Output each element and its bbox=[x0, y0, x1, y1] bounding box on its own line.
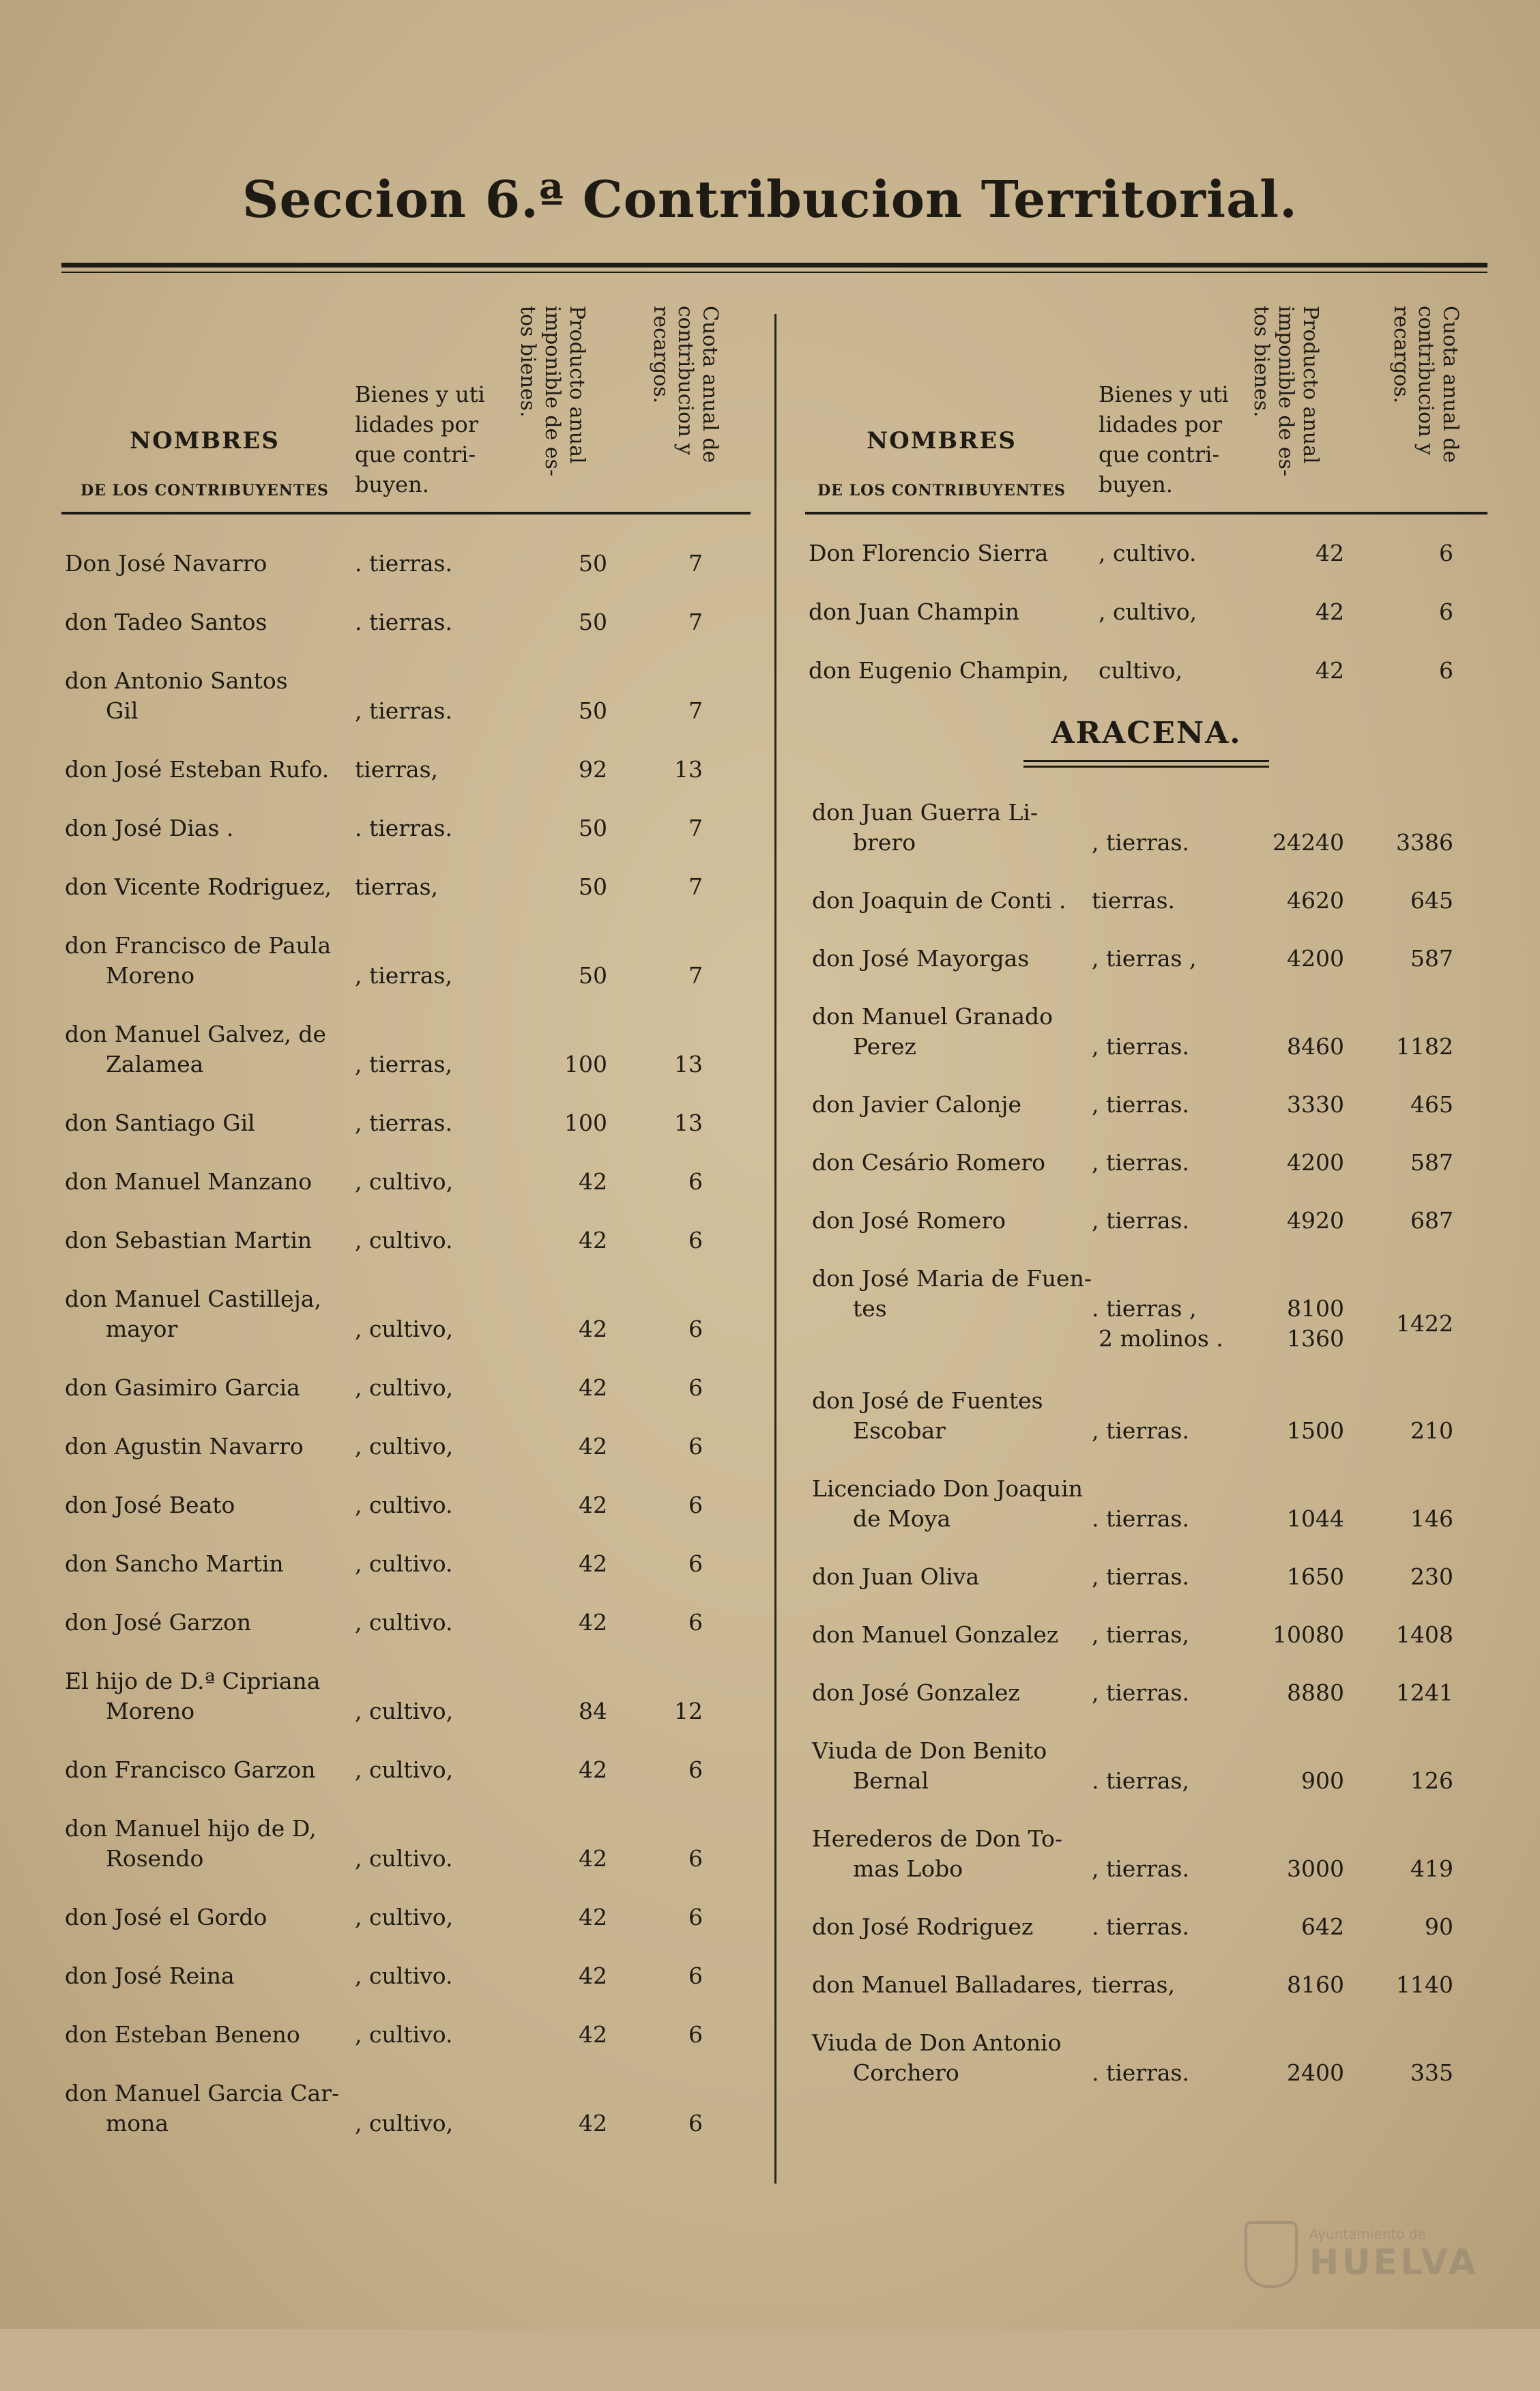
contributor-name: don Agustin Navarro bbox=[65, 1433, 304, 1460]
annual-product-value: 42 bbox=[579, 2110, 607, 2136]
property-type: , cultivo, bbox=[355, 2110, 454, 2136]
contributor-name: don José Dias . bbox=[65, 815, 234, 841]
annual-product-value: 24240 bbox=[1273, 829, 1344, 856]
contributor-name: El hijo de D.ª Cipriana bbox=[65, 1668, 321, 1694]
property-type: , cultivo, bbox=[355, 1756, 454, 1783]
annual-tax-value: 6 bbox=[688, 2110, 703, 2136]
table-row bbox=[805, 1002, 1487, 1062]
annual-product-value: 42 bbox=[579, 1845, 607, 1872]
table-row bbox=[61, 1549, 751, 1579]
annual-tax-value: 6 bbox=[688, 1492, 703, 1518]
property-type: , tierras, bbox=[1092, 1621, 1189, 1648]
property-type: , cultivo, bbox=[355, 1316, 454, 1342]
header-names bbox=[805, 427, 1078, 499]
contributor-name: don Manuel Castilleja, bbox=[65, 1286, 321, 1312]
contributor-name: don Eugenio Champin, bbox=[809, 657, 1069, 684]
table-row bbox=[61, 1608, 751, 1638]
annual-tax-value: 465 bbox=[1410, 1091, 1453, 1118]
property-type: , tierras. bbox=[1092, 1563, 1189, 1590]
table-row bbox=[805, 1474, 1487, 1534]
contributor-name-cont: Corchero bbox=[853, 2059, 959, 2086]
table-row bbox=[61, 1226, 751, 1256]
table-row bbox=[61, 2078, 751, 2139]
property-type: , tierras. bbox=[1092, 1417, 1189, 1444]
contributor-name: don José Reina bbox=[65, 1962, 235, 1989]
table-row bbox=[805, 1562, 1487, 1592]
property-type: , cultivo. bbox=[355, 1609, 453, 1636]
table-row bbox=[61, 1961, 751, 1991]
annual-product-value: 50 bbox=[579, 697, 607, 724]
contributor-name-cont: Bernal bbox=[853, 1767, 929, 1794]
right-table-header bbox=[805, 293, 1487, 515]
annual-tax-value: 335 bbox=[1410, 2059, 1453, 2086]
property-type: , tierras. bbox=[1092, 1679, 1189, 1706]
header-bienes-line: que contri- bbox=[1099, 441, 1220, 467]
annual-product-value: 8100 bbox=[1287, 1295, 1344, 1322]
property-type: , tierras. bbox=[355, 697, 452, 724]
contributor-name: don Juan Oliva bbox=[812, 1563, 980, 1590]
annual-product-value: 8160 bbox=[1287, 1971, 1344, 1998]
table-row bbox=[805, 1620, 1487, 1650]
table-row bbox=[805, 1148, 1487, 1178]
header-cuota: Cuota anual de contribucion y recargos. bbox=[1389, 306, 1462, 463]
annual-product-value: 84 bbox=[579, 1698, 607, 1724]
contributor-name: don Manuel hijo de D, bbox=[65, 1815, 317, 1842]
annual-tax-value: 6 bbox=[1439, 540, 1453, 566]
table-row bbox=[805, 538, 1487, 568]
contributor-name: don Cesário Romero bbox=[812, 1149, 1045, 1176]
header-producto: Producto anual imponible de es- tos bienes. bbox=[1249, 306, 1322, 477]
right-column bbox=[805, 293, 1487, 2391]
annual-tax-value: 3386 bbox=[1396, 829, 1453, 856]
contributor-name: don Esteban Beneno bbox=[65, 2021, 300, 2048]
property-type: . tierras , bbox=[1092, 1295, 1197, 1322]
annual-product-value: 42 bbox=[579, 1492, 607, 1518]
table-row bbox=[805, 1264, 1487, 1352]
header-bienes-line: que contri- bbox=[355, 441, 476, 467]
contributor-name: don José Rodriguez bbox=[812, 1913, 1034, 1940]
annual-tax-value: 587 bbox=[1410, 945, 1453, 972]
annual-product-value: 4200 bbox=[1287, 1149, 1344, 1176]
contributor-name: don Gasimiro Garcia bbox=[65, 1374, 300, 1401]
header-producto: Producto anual imponible de es- tos bienes. bbox=[516, 306, 589, 477]
annual-tax-value: 6 bbox=[688, 1962, 703, 1989]
annual-product-value: 1650 bbox=[1287, 1563, 1344, 1590]
annual-product-value-extra: 1360 bbox=[1287, 1325, 1344, 1352]
table-row bbox=[805, 1206, 1487, 1236]
property-type: . tierras. bbox=[1092, 2059, 1189, 2086]
town-rule bbox=[1023, 760, 1269, 762]
annual-tax-value: 7 bbox=[688, 873, 703, 900]
table-row bbox=[61, 1666, 751, 1726]
town-rule bbox=[1023, 766, 1269, 768]
annual-tax-value: 1408 bbox=[1396, 1621, 1453, 1648]
annual-product-value: 2400 bbox=[1287, 2059, 1344, 2086]
contributor-name-cont: Moreno bbox=[106, 1698, 195, 1724]
watermark-line1: Ayuntamiento de bbox=[1309, 2226, 1426, 2242]
annual-tax-value: 146 bbox=[1410, 1505, 1453, 1532]
property-type: cultivo, bbox=[1099, 657, 1183, 684]
annual-product-value: 42 bbox=[579, 1433, 607, 1460]
contributor-name-cont: Gil bbox=[106, 697, 139, 724]
property-type: , cultivo, bbox=[1099, 598, 1197, 625]
annual-tax-value: 230 bbox=[1410, 1563, 1453, 1590]
annual-tax-value: 6 bbox=[1439, 657, 1453, 684]
annual-tax-value: 1140 bbox=[1396, 1971, 1453, 1998]
annual-tax-value: 6 bbox=[688, 1550, 703, 1577]
annual-product-value: 10080 bbox=[1273, 1621, 1344, 1648]
table-row bbox=[61, 549, 751, 579]
annual-tax-value: 419 bbox=[1410, 1855, 1453, 1882]
annual-product-value: 3000 bbox=[1287, 1855, 1344, 1882]
table-row bbox=[61, 2020, 751, 2050]
annual-tax-value: 1182 bbox=[1396, 1033, 1453, 1060]
town-heading: ARACENA. bbox=[1051, 716, 1242, 751]
annual-tax-value: 7 bbox=[688, 815, 703, 841]
contributor-name-cont: Moreno bbox=[106, 962, 195, 989]
table-row bbox=[805, 597, 1487, 627]
property-type: tierras, bbox=[1092, 1971, 1175, 1998]
contributor-name: don José Gonzalez bbox=[812, 1679, 1020, 1706]
table-row bbox=[805, 1912, 1487, 1942]
table-row bbox=[805, 1678, 1487, 1708]
annual-tax-value: 1241 bbox=[1396, 1679, 1453, 1706]
contributor-name: don Francisco Garzon bbox=[65, 1756, 316, 1783]
right-rows bbox=[805, 515, 1487, 2391]
property-type: , tierras. bbox=[1092, 1855, 1189, 1882]
annual-tax-value: 12 bbox=[674, 1698, 703, 1724]
header-bienes-line: Bienes y uti bbox=[1099, 381, 1229, 407]
contributor-name: don Vicente Rodriguez, bbox=[65, 873, 332, 900]
table-row bbox=[61, 755, 751, 785]
annual-tax-value: 7 bbox=[688, 962, 703, 989]
contributor-name: don José el Gordo bbox=[65, 1904, 267, 1930]
contributor-name: Licenciado Don Joaquin bbox=[812, 1475, 1083, 1502]
seal-icon bbox=[1245, 2221, 1298, 2288]
annual-tax-value: 7 bbox=[688, 550, 703, 577]
contributor-name-cont: mona bbox=[106, 2110, 169, 2136]
table-row bbox=[61, 931, 751, 991]
contributor-name-cont: Perez bbox=[853, 1033, 916, 1060]
annual-tax-value: 13 bbox=[674, 1110, 703, 1136]
table-row bbox=[61, 666, 751, 726]
table-row bbox=[61, 1432, 751, 1462]
table-row bbox=[805, 944, 1487, 974]
table-row bbox=[805, 1970, 1487, 2000]
annual-product-value: 50 bbox=[579, 962, 607, 989]
contributor-name: don Sancho Martin bbox=[65, 1550, 284, 1577]
annual-product-value: 42 bbox=[579, 1316, 607, 1342]
table-row bbox=[61, 1490, 751, 1520]
annual-tax-value: 7 bbox=[688, 697, 703, 724]
header-names-bottom: DE LOS CONTRIBUYENTES bbox=[81, 482, 329, 499]
table-row bbox=[61, 1814, 751, 1874]
contributor-name: don Manuel Manzano bbox=[65, 1168, 313, 1195]
property-type: , cultivo, bbox=[355, 1904, 454, 1930]
property-type: , cultivo, bbox=[355, 1433, 454, 1460]
left-rows bbox=[61, 515, 751, 2391]
property-type-extra: 2 molinos . bbox=[1099, 1325, 1223, 1352]
table-row bbox=[805, 1090, 1487, 1120]
property-type: , cultivo. bbox=[355, 1227, 453, 1254]
contributor-name-cont: mas Lobo bbox=[853, 1855, 963, 1882]
header-bienes bbox=[1099, 379, 1229, 499]
annual-tax-value: 6 bbox=[688, 1904, 703, 1930]
table-row bbox=[805, 798, 1487, 858]
header-bienes-line: lidades por bbox=[1099, 411, 1223, 437]
table-row bbox=[805, 886, 1487, 916]
contributor-name: don Joaquin de Conti . bbox=[812, 887, 1066, 914]
property-type: . tierras. bbox=[1092, 1505, 1189, 1532]
header-names bbox=[61, 427, 348, 499]
property-type: . tierras, bbox=[1092, 1767, 1189, 1794]
annual-product-value: 42 bbox=[579, 1550, 607, 1577]
table-row bbox=[805, 1736, 1487, 1796]
property-type: , cultivo, bbox=[355, 1374, 454, 1401]
annual-product-value: 42 bbox=[579, 1756, 607, 1783]
property-type: , cultivo, bbox=[355, 1698, 454, 1724]
property-type: , tierras. bbox=[1092, 1033, 1189, 1060]
annual-tax-value: 90 bbox=[1425, 1913, 1453, 1940]
property-type: . tierras. bbox=[355, 550, 452, 577]
contributor-name: don José Garzon bbox=[65, 1609, 252, 1636]
contributor-name: don Sebastian Martin bbox=[65, 1227, 313, 1254]
annual-tax-value: 6 bbox=[688, 1316, 703, 1342]
annual-product-value: 42 bbox=[1316, 540, 1344, 566]
table-row bbox=[61, 1755, 751, 1785]
contributor-name: don José Romero bbox=[812, 1207, 1006, 1234]
annual-tax-value: 6 bbox=[688, 1845, 703, 1872]
annual-tax-value: 6 bbox=[1439, 598, 1453, 625]
annual-product-value: 42 bbox=[579, 1374, 607, 1401]
table-row bbox=[61, 1373, 751, 1403]
property-type: tierras, bbox=[355, 873, 438, 900]
table-row bbox=[61, 1108, 751, 1138]
property-type: , tierras. bbox=[1092, 829, 1189, 856]
property-type: , cultivo. bbox=[355, 1962, 453, 1989]
contributor-name: don José Esteban Rufo. bbox=[65, 756, 330, 783]
contributor-name: Herederos de Don To- bbox=[812, 1825, 1063, 1852]
annual-product-value: 92 bbox=[579, 756, 607, 783]
table-row bbox=[61, 1284, 751, 1344]
contributor-name-cont: Escobar bbox=[853, 1417, 946, 1444]
annual-product-value: 42 bbox=[1316, 657, 1344, 684]
annual-tax-value: 687 bbox=[1410, 1207, 1453, 1234]
annual-tax-value: 1422 bbox=[1396, 1310, 1453, 1337]
annual-product-value: 4620 bbox=[1287, 887, 1344, 914]
annual-tax-value: 6 bbox=[688, 1168, 703, 1195]
property-type: , cultivo. bbox=[1099, 540, 1197, 566]
table-row bbox=[61, 872, 751, 902]
page-title: Seccion 6.ª Contribucion Territorial. bbox=[242, 171, 1298, 229]
contributor-name: Viuda de Don Benito bbox=[812, 1737, 1047, 1764]
annual-tax-value: 6 bbox=[688, 1609, 703, 1636]
annual-product-value: 100 bbox=[564, 1051, 607, 1077]
contributor-name: Viuda de Don Antonio bbox=[812, 2029, 1062, 2056]
column-divider bbox=[774, 314, 776, 2184]
annual-product-value: 1500 bbox=[1287, 1417, 1344, 1444]
table-row bbox=[61, 607, 751, 637]
table-row bbox=[805, 2028, 1487, 2088]
contributor-name: don Manuel Granado bbox=[812, 1003, 1054, 1030]
contributor-name: don José Beato bbox=[65, 1492, 235, 1518]
table-row bbox=[805, 656, 1487, 686]
header-names-top: NOMBRES bbox=[867, 427, 1017, 454]
contributor-name: don Manuel Balladares, bbox=[812, 1971, 1084, 1998]
annual-product-value: 50 bbox=[579, 815, 607, 841]
contributor-name: don Manuel Gonzalez bbox=[812, 1621, 1059, 1648]
property-type: , tierras, bbox=[355, 1051, 452, 1077]
contributor-name-cont: Zalamea bbox=[106, 1051, 204, 1077]
annual-product-value: 50 bbox=[579, 873, 607, 900]
left-table-header bbox=[61, 293, 751, 515]
property-type: . tierras. bbox=[1092, 1913, 1189, 1940]
watermark-line2: HUELVA bbox=[1309, 2242, 1479, 2283]
contributor-name: don Antonio Santos bbox=[65, 667, 288, 694]
contributor-name-cont: brero bbox=[853, 829, 916, 856]
contributor-name: don Manuel Garcia Car- bbox=[65, 2080, 340, 2106]
annual-product-value: 42 bbox=[579, 1227, 607, 1254]
top-rule-thin bbox=[61, 272, 1487, 273]
contributor-name-cont: tes bbox=[853, 1295, 887, 1322]
annual-tax-value: 6 bbox=[688, 1227, 703, 1254]
property-type: . tierras. bbox=[355, 609, 452, 635]
table-row bbox=[61, 813, 751, 843]
annual-product-value: 42 bbox=[1316, 598, 1344, 625]
annual-product-value: 42 bbox=[579, 1168, 607, 1195]
annual-product-value: 42 bbox=[579, 1904, 607, 1930]
contributor-name: don José Maria de Fuen- bbox=[812, 1265, 1092, 1292]
annual-tax-value: 126 bbox=[1410, 1767, 1453, 1794]
header-bienes-line: buyen. bbox=[355, 472, 429, 497]
contributor-name: don Manuel Galvez, de bbox=[65, 1021, 327, 1047]
annual-product-value: 4200 bbox=[1287, 945, 1344, 972]
contributor-name: Don José Navarro bbox=[65, 550, 267, 577]
property-type: , cultivo. bbox=[355, 1550, 453, 1577]
annual-tax-value: 6 bbox=[688, 1374, 703, 1401]
annual-product-value: 3330 bbox=[1287, 1091, 1344, 1118]
property-type: , tierras. bbox=[1092, 1091, 1189, 1118]
header-names-bottom: DE LOS CONTRIBUYENTES bbox=[817, 482, 1066, 499]
header-bienes-line: buyen. bbox=[1099, 472, 1173, 497]
annual-product-value: 100 bbox=[564, 1110, 607, 1136]
header-bienes-line: lidades por bbox=[355, 411, 479, 437]
contributor-name: don Francisco de Paula bbox=[65, 932, 332, 959]
property-type: , cultivo, bbox=[355, 1168, 454, 1195]
annual-tax-value: 210 bbox=[1410, 1417, 1453, 1444]
property-type: tierras. bbox=[1092, 887, 1175, 914]
annual-product-value: 42 bbox=[579, 2021, 607, 2048]
contributor-name-cont: mayor bbox=[106, 1316, 178, 1342]
left-column bbox=[61, 293, 751, 2391]
contributor-name-cont: de Moya bbox=[853, 1505, 951, 1532]
annual-product-value: 1044 bbox=[1287, 1505, 1344, 1532]
annual-product-value: 42 bbox=[579, 1962, 607, 1989]
annual-product-value: 8460 bbox=[1287, 1033, 1344, 1060]
contributor-name: don Juan Guerra Li- bbox=[812, 799, 1038, 826]
property-type: , tierras. bbox=[1092, 1149, 1189, 1176]
property-type: , cultivo. bbox=[355, 2021, 453, 2048]
property-type: tierras, bbox=[355, 756, 438, 783]
annual-tax-value: 7 bbox=[688, 609, 703, 635]
property-type: , tierras, bbox=[355, 962, 452, 989]
contributor-name: Don Florencio Sierra bbox=[809, 540, 1049, 566]
annual-tax-value: 6 bbox=[688, 2021, 703, 2048]
contributor-name: don José Mayorgas bbox=[812, 945, 1030, 972]
annual-tax-value: 6 bbox=[688, 1756, 703, 1783]
contributor-name: don Tadeo Santos bbox=[65, 609, 267, 635]
contributor-name: don Juan Champin bbox=[809, 598, 1020, 625]
header-names-top: NOMBRES bbox=[130, 427, 280, 454]
annual-product-value: 50 bbox=[579, 609, 607, 635]
table-row bbox=[61, 1019, 751, 1079]
property-type: , tierras. bbox=[355, 1110, 452, 1136]
annual-product-value: 42 bbox=[579, 1609, 607, 1636]
property-type: , cultivo. bbox=[355, 1492, 453, 1518]
table-row bbox=[61, 1167, 751, 1197]
annual-tax-value: 6 bbox=[688, 1433, 703, 1460]
table-row bbox=[805, 1386, 1487, 1446]
contributor-name: don Santiago Gil bbox=[65, 1110, 255, 1136]
top-rule bbox=[61, 263, 1487, 267]
property-type: , tierras , bbox=[1092, 945, 1197, 972]
table-row bbox=[61, 1902, 751, 1932]
annual-product-value: 50 bbox=[579, 550, 607, 577]
annual-product-value: 4920 bbox=[1287, 1207, 1344, 1234]
table-row bbox=[805, 1824, 1487, 1884]
watermark-logo bbox=[1245, 2221, 1479, 2288]
contributor-name-cont: Rosendo bbox=[106, 1845, 204, 1872]
annual-tax-value: 13 bbox=[674, 756, 703, 783]
property-type: . tierras. bbox=[355, 815, 452, 841]
annual-product-value: 642 bbox=[1301, 1913, 1344, 1940]
header-cuota: Cuota anual de contribucion y recargos. bbox=[649, 306, 722, 463]
annual-product-value: 900 bbox=[1301, 1767, 1344, 1794]
header-bienes bbox=[355, 379, 485, 499]
annual-tax-value: 13 bbox=[674, 1051, 703, 1077]
contributor-name: don José de Fuentes bbox=[812, 1387, 1043, 1414]
property-type: , tierras. bbox=[1092, 1207, 1189, 1234]
header-bienes-line: Bienes y uti bbox=[355, 381, 485, 407]
annual-product-value: 8880 bbox=[1287, 1679, 1344, 1706]
property-type: , cultivo. bbox=[355, 1845, 453, 1872]
contributor-name: don Javier Calonje bbox=[812, 1091, 1021, 1118]
annual-tax-value: 587 bbox=[1410, 1149, 1453, 1176]
annual-tax-value: 645 bbox=[1410, 887, 1453, 914]
